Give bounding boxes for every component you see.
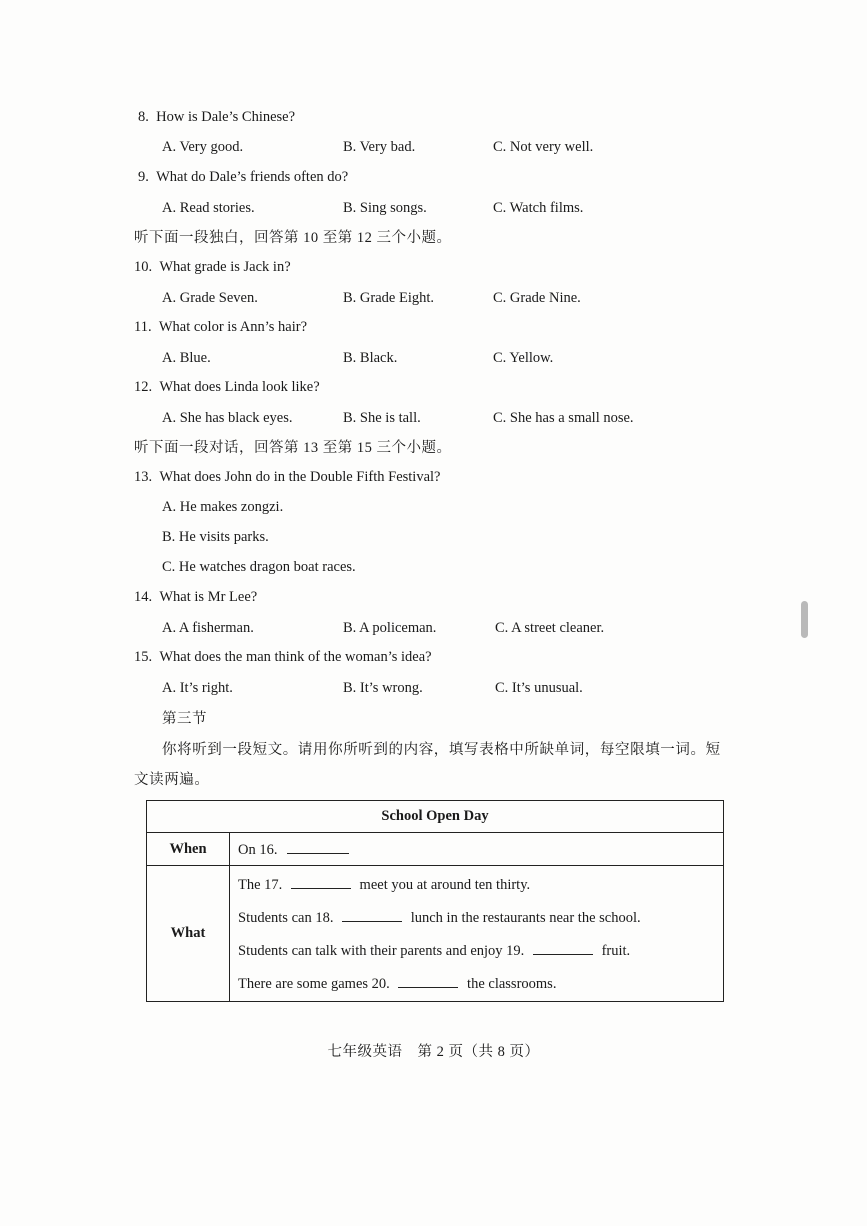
q8-option-c: C. Not very well. <box>493 139 594 155</box>
what-line-17: The 17. meet you at around ten thirty. <box>238 874 723 907</box>
q11-option-b: B. Black. <box>343 350 398 366</box>
q9-option-b: B. Sing songs. <box>343 200 427 216</box>
instruction-monologue: 听下面一段独白，回答第 10 至第 12 三个小题。 <box>134 230 452 246</box>
q8-option-a: A. Very good. <box>162 139 244 155</box>
question-9: 9. What do Dale’s friends often do? <box>138 169 349 185</box>
question-10: 10. What grade is Jack in? <box>134 259 291 275</box>
question-15: 15. What does the man think of the woman’s idea? <box>134 649 432 665</box>
q10-option-b: B. Grade Eight. <box>343 290 435 306</box>
answer-blank-20[interactable] <box>398 973 458 988</box>
what-label: What <box>147 866 230 1002</box>
when-text: On 16. <box>238 842 278 858</box>
q9-option-c: C. Watch films. <box>493 200 584 216</box>
question-14: 14. What is Mr Lee? <box>134 589 258 605</box>
q15-option-c: C. It’s unusual. <box>495 680 583 696</box>
q11-option-c: C. Yellow. <box>493 350 554 366</box>
what-line-19: Students can talk with their parents and enjoy 19. fruit. <box>238 940 723 973</box>
scrollbar-thumb[interactable] <box>801 601 808 638</box>
what-line-20: There are some games 20. the classrooms. <box>238 973 723 995</box>
school-open-day-table <box>146 800 724 1002</box>
what-line-18: Students can 18. lunch in the restaurants near the school. <box>238 907 723 940</box>
q14-option-b: B. A policeman. <box>343 620 437 636</box>
answer-blank-19[interactable] <box>533 940 593 955</box>
q14-option-a: A. A fisherman. <box>162 620 254 636</box>
page-footer: 七年级英语 第 2 页（共 8 页） <box>327 1044 540 1060</box>
q8-option-b: B. Very bad. <box>343 139 416 155</box>
answer-blank-17[interactable] <box>291 874 351 889</box>
q12-option-a: A. She has black eyes. <box>162 410 293 426</box>
section-3-instructions-cont: 文读两遍。 <box>134 772 210 788</box>
instruction-dialogue: 听下面一段对话，回答第 13 至第 15 三个小题。 <box>134 440 452 456</box>
answer-blank-18[interactable] <box>342 907 402 922</box>
q9-option-a: A. Read stories. <box>162 200 255 216</box>
q13-option-a: A. He makes zongzi. <box>162 499 284 515</box>
q12-option-c: C. She has a small nose. <box>493 410 634 426</box>
q11-option-a: A. Blue. <box>162 350 211 366</box>
section-3-instructions: 你将听到一段短文。请用你所听到的内容，填写表格中所缺单词，每空限填一词。短 <box>162 742 721 758</box>
table-title: School Open Day <box>147 801 724 833</box>
when-cell <box>230 833 724 866</box>
q15-option-b: B. It’s wrong. <box>343 680 423 696</box>
question-12: 12. What does Linda look like? <box>134 379 320 395</box>
section-3-title: 第三节 <box>162 711 207 727</box>
what-cell <box>230 866 724 1002</box>
q12-option-b: B. She is tall. <box>343 410 421 426</box>
q13-option-c: C. He watches dragon boat races. <box>162 559 356 575</box>
answer-blank-16[interactable] <box>287 839 349 854</box>
question-11: 11. What color is Ann’s hair? <box>134 319 308 335</box>
q14-option-c: C. A street cleaner. <box>495 620 605 636</box>
q10-option-a: A. Grade Seven. <box>162 290 258 306</box>
q10-option-c: C. Grade Nine. <box>493 290 581 306</box>
q13-option-b: B. He visits parks. <box>162 529 269 545</box>
question-13: 13. What does John do in the Double Fifth Festival? <box>134 469 441 485</box>
q15-option-a: A. It’s right. <box>162 680 233 696</box>
when-label: When <box>147 833 230 866</box>
question-8: 8. How is Dale’s Chinese? <box>138 109 296 125</box>
